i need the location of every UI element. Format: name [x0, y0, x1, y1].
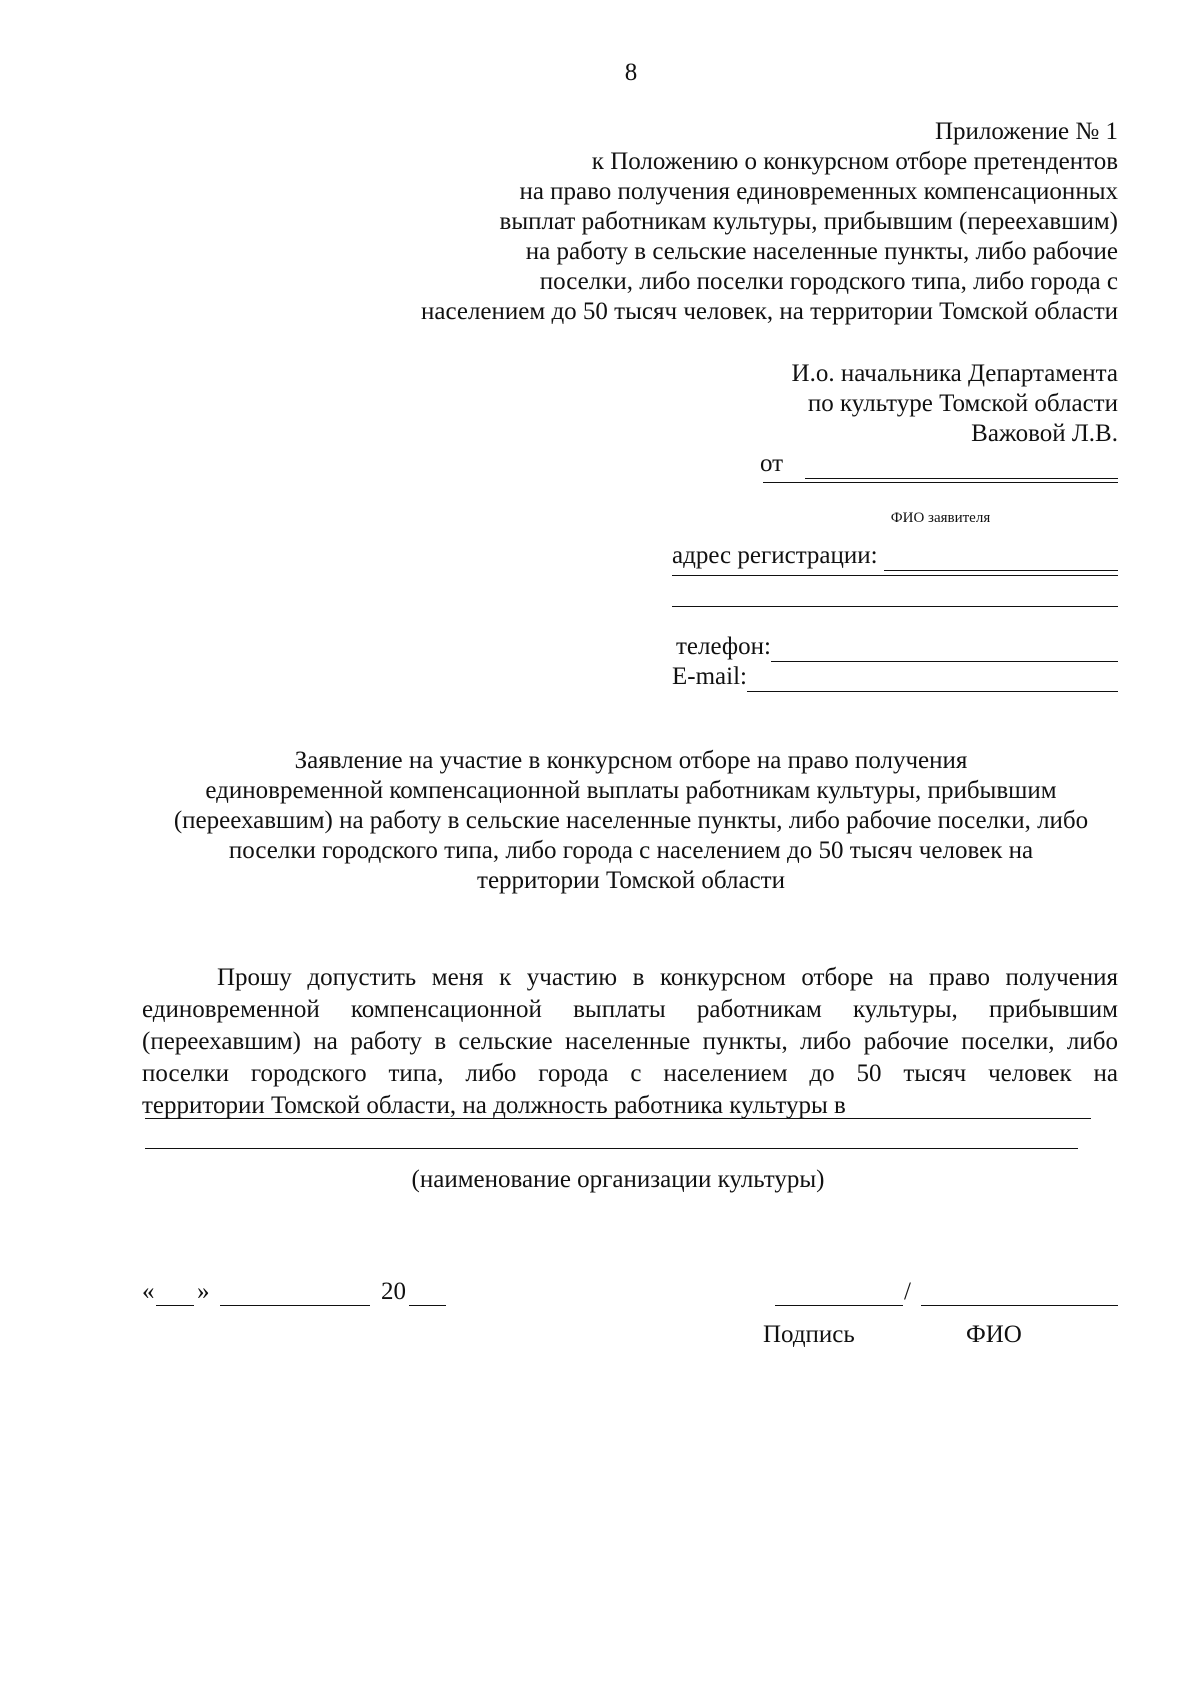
address-row	[672, 541, 1118, 571]
signature-slash: /	[904, 1278, 911, 1305]
addressee-line: И.о. начальника Департамента	[791, 360, 1118, 387]
org-blank-line-1[interactable]	[145, 1118, 1091, 1119]
fio-caption: ФИО заявителя	[890, 510, 991, 526]
signature-blank[interactable]	[775, 1277, 903, 1306]
from-blank[interactable]	[805, 456, 1118, 479]
signature-field	[775, 1277, 1120, 1307]
address-label: адрес регистрации:	[672, 542, 878, 569]
org-caption: (наименование организации культуры)	[411, 1166, 825, 1193]
date-open-quote: «	[142, 1278, 155, 1305]
from-row	[760, 449, 1118, 479]
phone-row	[676, 632, 1118, 662]
fio-blank-line[interactable]	[763, 482, 1118, 483]
date-year-prefix: 20	[381, 1278, 406, 1305]
signature-label: Подпись	[763, 1321, 855, 1348]
email-label: E-mail:	[672, 663, 747, 690]
appendix-line: поселки, либо поселки городского типа, либо города с	[539, 268, 1118, 295]
fio-signature-blank[interactable]	[921, 1277, 1118, 1306]
body-line: поселки городского типа, либо города с населением до 50 тысяч человек на	[142, 1060, 1118, 1087]
title-line: Заявление на участие в конкурсном отборе на право получения	[294, 747, 968, 774]
date-close-quote: »	[197, 1278, 210, 1305]
address-line-2[interactable]	[672, 575, 1118, 576]
application-title	[130, 746, 1132, 896]
body-line: Прошу допустить меня к участию в конкурсном отборе на право получения	[217, 964, 1118, 991]
phone-blank[interactable]	[771, 639, 1118, 662]
appendix-line: выплат работникам культуры, прибывшим (переехавшим)	[499, 208, 1118, 235]
appendix-line: к Положению о конкурсном отборе претендентов	[591, 148, 1118, 175]
email-row	[672, 662, 1118, 692]
title-line: территории Томской области	[477, 867, 785, 894]
title-line: поселки городского типа, либо города с населением до 50 тысяч человек на	[228, 837, 1034, 864]
body-line: единовременной компенсационной выплаты работникам культуры, прибывшим	[142, 996, 1118, 1023]
appendix-line: на работу в сельские населенные пункты, либо рабочие	[525, 238, 1118, 265]
email-blank[interactable]	[747, 669, 1118, 692]
address-line-3[interactable]	[672, 606, 1118, 607]
date-year-blank[interactable]	[409, 1277, 446, 1306]
fio-label: ФИО	[966, 1321, 1022, 1348]
appendix-line: населением до 50 тысяч человек, на территории Томской области	[420, 298, 1118, 325]
application-body	[142, 963, 1118, 1123]
addressee-line: по культуре Томской области	[807, 390, 1118, 417]
body-line: (переехавшим) на работу в сельские населенные пункты, либо рабочие поселки, либо	[142, 1028, 1118, 1055]
addressee-line: Важовой Л.В.	[971, 420, 1118, 447]
addressee-block	[518, 359, 1118, 449]
body-line: территории Томской области, на должность работника культуры в	[142, 1092, 846, 1119]
from-label: от	[760, 450, 784, 477]
appendix-line: Приложение № 1	[934, 118, 1118, 145]
date-field	[142, 1277, 462, 1307]
title-line: единовременной компенсационной выплаты работникам культуры, прибывшим	[205, 777, 1057, 804]
appendix-line: на право получения единовременных компенсационных	[519, 178, 1118, 205]
date-month-blank[interactable]	[220, 1277, 370, 1306]
appendix-header	[218, 117, 1118, 327]
org-blank-line-2[interactable]	[145, 1148, 1078, 1149]
phone-label: телефон:	[676, 633, 771, 660]
title-line: (переехавшим) на работу в сельские населенные пункты, либо рабочие поселки, либо	[173, 807, 1089, 834]
address-blank[interactable]	[884, 548, 1118, 571]
page-number: 8	[624, 59, 638, 86]
date-day-blank[interactable]	[156, 1277, 194, 1306]
